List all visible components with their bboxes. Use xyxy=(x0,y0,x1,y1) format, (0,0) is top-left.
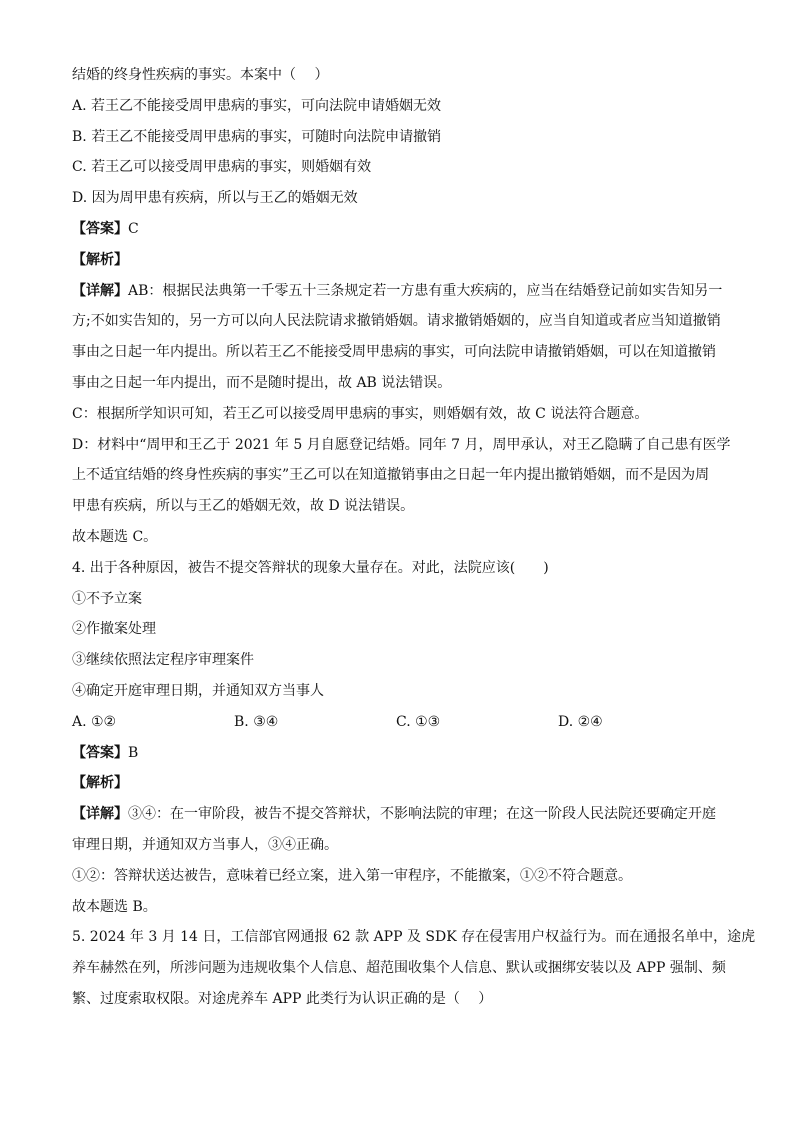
q4-answer-line xyxy=(72,740,726,771)
q3-detail-line-1 xyxy=(72,278,726,309)
q4-detail-text: ③④：在一审阶段，被告不提交答辩状，不影响法院的审理；在这一阶段人民法院还要确定开庭 xyxy=(128,806,716,823)
q3-detail-line-8: 甲患有疾病，所以与王乙的婚姻无效，故 D 说法错误。 xyxy=(72,498,415,515)
q3-detail-line-6: D：材料中“周甲和王乙于 2021 年 5 月自愿登记结婚。同年 7 月，周甲承认，对王乙隐瞒了自己患有医学 xyxy=(72,436,731,453)
q3-option-a: A. 若王乙不能接受周甲患病的事实，可向法院申请婚姻无效 xyxy=(72,97,442,114)
q4-item-4: ④确定开庭审理日期，并通知双方当事人 xyxy=(72,682,324,699)
q3-detail-line-3: 事由之日起一年内提出。所以若王乙不能接受周甲患病的事实，可向法院申请撤销婚姻，可以在知道撤销 xyxy=(72,344,716,361)
q4-option-b: B. ③④ xyxy=(234,713,279,730)
q5-stem-line-2: 养车赫然在列，所涉问题为违规收集个人信息、超范围收集个人信息、默认或捆绑安装以及 APP 强制、频 xyxy=(72,960,726,977)
q5-stem-line-1: 5. 2024 年 3 月 14 日，工信部官网通报 62 款 APP 及 SDK 存在侵害用户权益行为。而在通报名单中，途虎 xyxy=(72,929,756,946)
q3-detail-text: AB：根据民法典第一千零五十三条规定若一方患有重大疾病的，应当在结婚登记前如实告知另一 xyxy=(128,282,723,299)
q5-stem-line-3: 繁、过度索取权限。对途虎养车 APP 此类行为认识正确的是（ ） xyxy=(72,990,493,1007)
q3-answer: C xyxy=(128,220,139,237)
q4-conclusion: 故本题选 B。 xyxy=(72,898,157,915)
answer-tag: 【答案】 xyxy=(72,220,128,237)
q4-item-2: ②作撤案处理 xyxy=(72,621,156,638)
q4-answer: B xyxy=(128,744,139,761)
q3-stem-continuation: 结婚的终身性疾病的事实。本案中（ ） xyxy=(72,67,329,83)
q3-detail-line-7: 上不适宜结婚的终身性疾病的事实”王乙可以在知道撤销事由之日起一年内提出撤销婚姻，而不是因为周 xyxy=(72,467,710,484)
q4-stem: 4. 出于各种原因，被告不提交答辩状的现象大量存在。对此，法院应该( ) xyxy=(72,559,549,576)
detail-tag: 【详解】 xyxy=(72,806,128,823)
q4-detail-line-1 xyxy=(72,801,726,832)
q4-option-c: C. ①③ xyxy=(396,713,441,730)
q3-conclusion: 故本题选 C。 xyxy=(72,528,158,545)
q3-analysis-tag: 【解析】 xyxy=(72,251,128,268)
q3-option-d: D. 因为周甲患有疾病，所以与王乙的婚姻无效 xyxy=(72,190,358,207)
q4-detail-line-2: 审理日期，并通知双方当事人，③④正确。 xyxy=(72,836,338,853)
q4-analysis-tag: 【解析】 xyxy=(72,775,128,792)
q3-detail-line-5: C：根据所学知识可知，若王乙可以接受周甲患病的事实，则婚姻有效，故 C 说法符合题意。 xyxy=(72,405,649,422)
q3-detail-line-2: 方;不如实告知的，另一方可以向人民法院请求撤销婚姻。请求撤销婚姻的，应当自知道或者应当知道撤销 xyxy=(72,313,721,330)
q4-item-1: ①不予立案 xyxy=(72,590,142,607)
q4-option-a: A. ①② xyxy=(72,713,117,730)
page-content xyxy=(72,62,756,1017)
answer-tag: 【答案】 xyxy=(72,744,128,761)
q4-item-3: ③继续依照法定程序审理案件 xyxy=(72,652,254,669)
q3-detail-line-4: 事由之日起一年内提出，而不是随时提出，故 AB 说法错误。 xyxy=(72,374,452,391)
q4-options xyxy=(72,709,726,740)
detail-tag: 【详解】 xyxy=(72,282,128,299)
q3-option-b: B. 若王乙不能接受周甲患病的事实，可随时向法院申请撤销 xyxy=(72,128,442,145)
q3-answer-line xyxy=(72,216,726,247)
q4-detail-line-3: ①②：答辩状送达被告，意味着已经立案，进入第一审程序，不能撤案，①②不符合题意。 xyxy=(72,867,632,884)
q4-option-d: D. ②④ xyxy=(558,713,603,730)
q3-option-c: C. 若王乙可以接受周甲患病的事实，则婚姻有效 xyxy=(72,159,372,176)
